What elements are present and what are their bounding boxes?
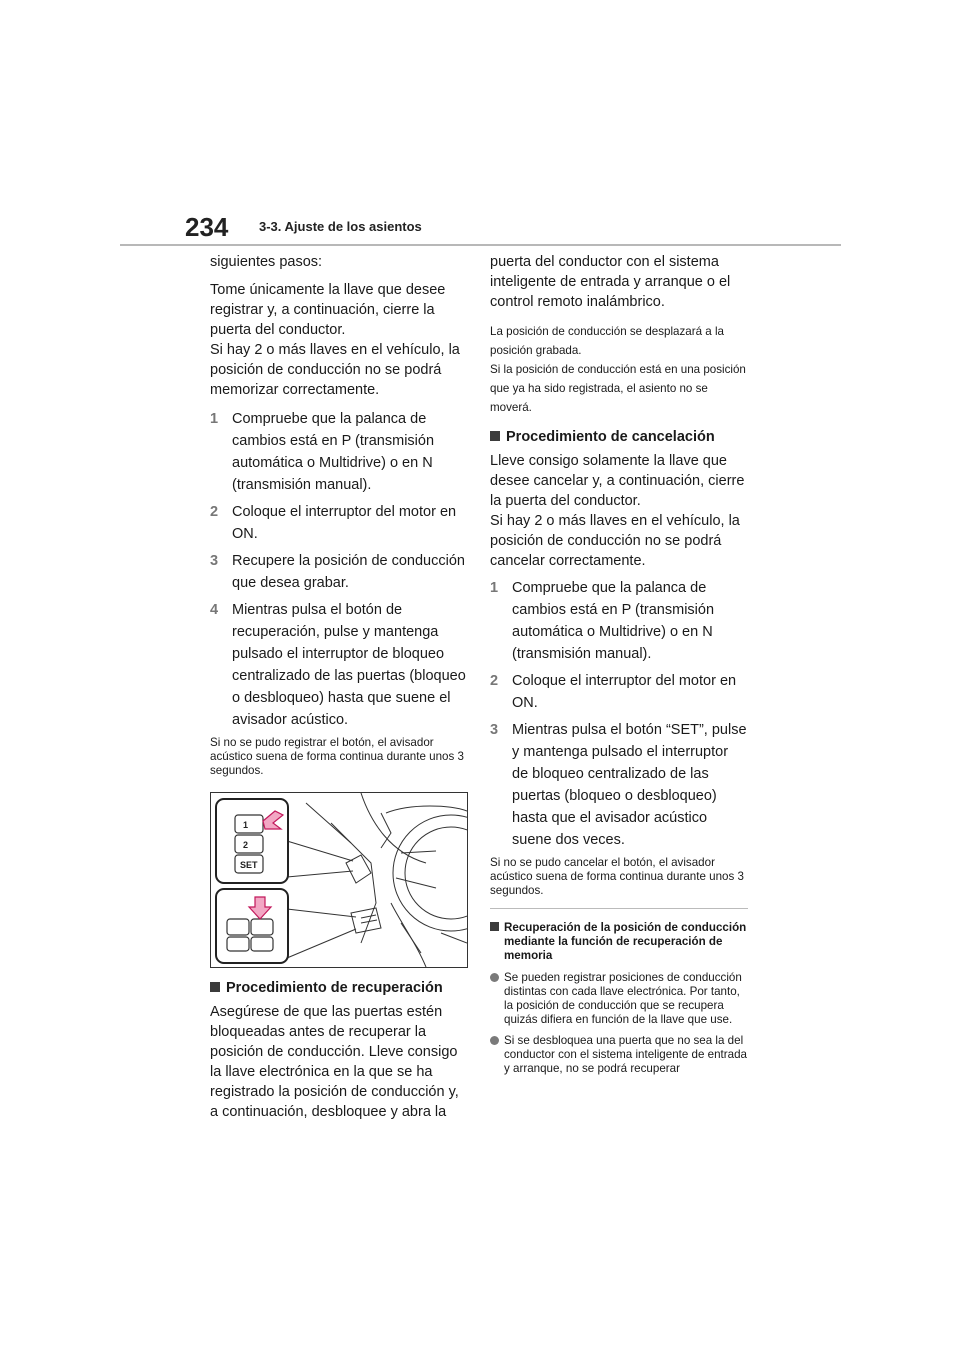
section-heading — [210, 978, 468, 998]
step-item — [210, 501, 468, 545]
paragraph: puerta del conductor con el sistema inteligente de entrada y arranque o el control remoto inalámbrico. — [490, 254, 731, 310]
header-rule — [120, 244, 841, 246]
heading-text: Recuperación de la posición de conducción mediante la función de recuperación de memoria — [504, 921, 747, 962]
step-text: Recupere la posición de conducción que desea grabar. — [232, 553, 465, 591]
memory-button-2-label: 2 — [243, 840, 249, 850]
paragraph: Tome únicamente la llave que desee registrar y, a continuación, cierre la puerta del conductor. — [210, 282, 446, 338]
memory-button-illustration — [210, 792, 468, 968]
step-number: 3 — [490, 722, 499, 738]
bullet-item — [490, 971, 748, 1027]
page-number: 234 — [185, 212, 229, 242]
step-number: 1 — [490, 580, 499, 596]
step-item — [210, 550, 468, 594]
set-button-label: SET — [240, 860, 258, 870]
bullet-dot-icon — [490, 1036, 499, 1045]
page-header — [0, 0, 960, 250]
bullet-item — [490, 1034, 748, 1076]
paragraph: Asegúrese de que las puertas estén bloqueadas antes de recuperar la posición de conducción. Lleve consigo la llave electrónica en la que se ha registrado la posición de conducción y, a continuación, desbloquee y abra la — [210, 1004, 459, 1120]
bullet-text: Se pueden registrar posiciones de conducción distintas con cada llave electrónica. Por tanto, la posición de conducción que se recupera quizás difiera en función de la llave que use. — [504, 971, 742, 1026]
note-text: La posición de conducción se desplazará a la posición grabada. — [490, 325, 724, 357]
square-bullet-icon — [210, 982, 220, 992]
door-panel-drawing — [211, 793, 467, 967]
heading-text: Procedimiento de recuperación — [226, 980, 443, 996]
section-title: 3-3. Ajuste de los asientos — [259, 219, 422, 234]
step-number: 1 — [210, 411, 219, 427]
step-text: Coloque el interruptor del motor en ON. — [232, 504, 457, 542]
step-number: 2 — [490, 673, 499, 689]
step-text: Mientras pulsa el botón “SET”, pulse y mantenga pulsado el interruptor de bloqueo centralizado de las puertas (bloqueo o desbloqueo) hasta que el avisador acústico suene dos veces. — [512, 722, 747, 848]
step-item — [490, 670, 748, 714]
paragraph: Lleve consigo solamente la llave que desee cancelar y, a continuación, cierre la puerta del conductor. — [490, 453, 745, 509]
square-bullet-icon — [490, 922, 499, 931]
paragraph: Si hay 2 o más llaves en el vehículo, la posición de conducción no se podrá memorizar correctamente. — [210, 342, 460, 398]
section-heading — [490, 427, 748, 447]
note-text: Si la posición de conducción está en una posición que ya ha sido registrada, el asiento no se moverá. — [490, 363, 746, 414]
paragraph: Si hay 2 o más llaves en el vehículo, la posición de conducción no se podrá cancelar correctamente. — [490, 513, 740, 569]
step-text: Compruebe que la palanca de cambios está en P (transmisión automática o Multidrive) o en N (transmisión manual). — [232, 411, 435, 493]
left-column — [210, 252, 468, 1122]
step-item — [210, 599, 468, 731]
step-text: Compruebe que la palanca de cambios está en P (transmisión automática o Multidrive) o en N (transmisión manual). — [512, 580, 715, 662]
step-item — [210, 408, 468, 496]
square-bullet-icon — [490, 431, 500, 441]
step-text: Mientras pulsa el botón de recuperación, pulse y mantenga pulsado el interruptor de bloqueo centralizado de las puertas (bloqueo o desbloqueo) hasta que suene el avisador acústico. — [232, 602, 466, 728]
paragraph: siguientes pasos: — [210, 254, 323, 270]
step-number: 4 — [210, 602, 219, 618]
step-text: Coloque el interruptor del motor en ON. — [512, 673, 737, 711]
bullet-dot-icon — [490, 973, 499, 982]
notes-heading — [490, 921, 748, 963]
right-column — [490, 252, 748, 1083]
heading-text: Procedimiento de cancelación — [506, 429, 715, 445]
note-text: Si no se pudo cancelar el botón, el avisador acústico suena de forma continua durante unos 3 segundos. — [490, 856, 744, 897]
step-number: 2 — [210, 504, 219, 520]
divider — [490, 908, 748, 909]
step-item — [490, 719, 748, 851]
note-text: Si no se pudo registrar el botón, el avisador acústico suena de forma continua durante unos 3 segundos. — [210, 736, 464, 777]
bullet-text: Si se desbloquea una puerta que no sea la del conductor con el sistema inteligente de entrada y arranque, no se podrá recuperar — [504, 1034, 747, 1075]
memory-button-1-label: 1 — [243, 820, 249, 830]
step-number: 3 — [210, 553, 219, 569]
step-item — [490, 577, 748, 665]
